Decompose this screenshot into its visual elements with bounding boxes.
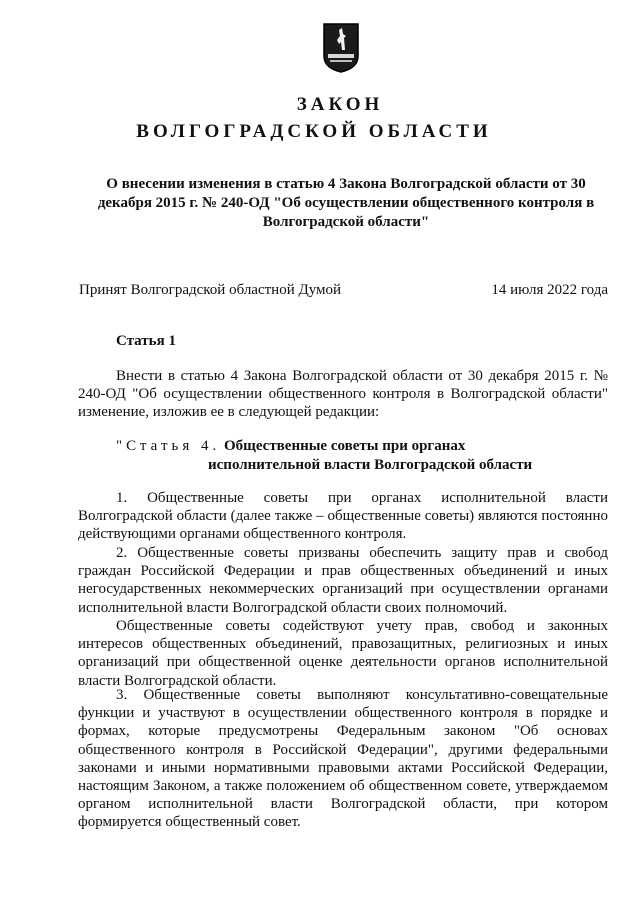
- article4-prefix: "Статья 4.: [116, 438, 221, 454]
- article4-title-line1: Общественные советы при органах: [223, 438, 466, 454]
- adopted-by: Принят Волгоградской областной Думой: [79, 282, 342, 298]
- law-subtitle: О внесении изменения в статью 4 Закона Волгоградской области от 30 декабря 2015 г. № 240-ОД "Об осуществлении общественного контроля в Волгоградской области": [97, 176, 595, 230]
- amendment-intro: Внести в статью 4 Закона Волгоградской области от 30 декабря 2015 г. № 240-ОД "Об осуществлении общественного контроля в Волгоградской области" изменение, изложив ее в следующей редакции:: [78, 368, 608, 421]
- paragraph-3: 3. Общественные советы выполняют консультативно-совещательные функции и участвуют в осуществлении общественного контроля в порядке и формах, которые предусмотрены Федеральным законом "Об основах общественного контроля в Российской Федерации", другими федеральными законами и иными нормативными правовыми актами Российской Федерации, настоящим Законом, а также положением об общественном совете, утверждаемом органом исполнительной власти Волгоградской области, при котором формируется общественный совет.: [78, 687, 608, 831]
- article4-title-line2: исполнительной власти Волгоградской области: [208, 456, 533, 473]
- article-heading: Статья 1: [116, 333, 176, 349]
- volgograd-coat-of-arms-icon: [322, 22, 360, 74]
- paragraph-2: 2. Общественные советы призваны обеспечить защиту прав и свобод граждан Российской Федерации и прав общественных объединений и иных негосударственных некоммерческих организаций при осуществлении органами исполнительной власти Волгоградской области своих полномочий.: [78, 545, 608, 616]
- adoption-date: 14 июля 2022 года: [491, 282, 608, 298]
- paragraph-1: 1. Общественные советы при органах исполнительной власти Волгоградской области (далее также – общественные советы) являются постоянно действующими органами общественного контроля.: [78, 490, 608, 543]
- law-title: ЗАКОН: [296, 94, 384, 115]
- region-title: ВОЛГОГРАДСКОЙ ОБЛАСТИ: [136, 121, 492, 142]
- paragraph-2-cont: Общественные советы содействуют учету прав, свобод и законных интересов общественных объединений, правозащитных, религиозных и иных организаций при общественной оценке деятельности органов исполнительной власти Волгоградской области.: [78, 618, 608, 689]
- article4-heading: [116, 437, 576, 474]
